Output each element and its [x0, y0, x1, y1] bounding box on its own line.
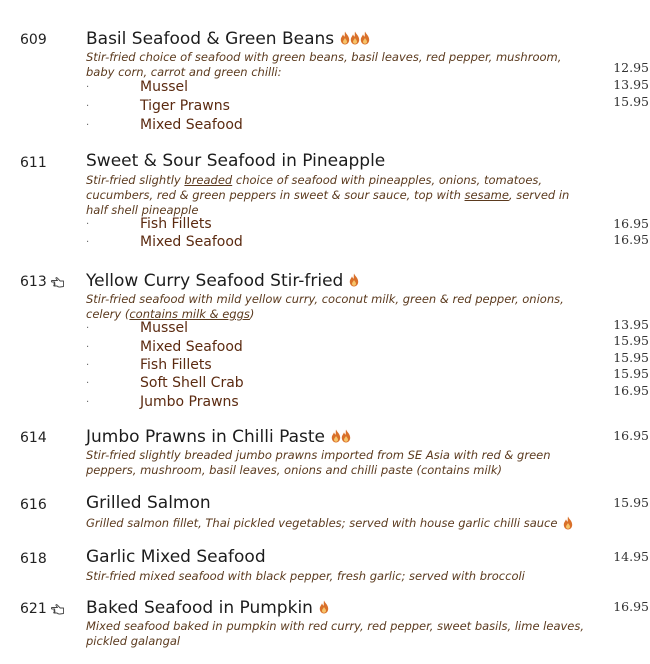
- item-title: Garlic Mixed Seafood: [86, 547, 266, 567]
- item-description: Grilled salmon fillet, Thai pickled vegetables; served with house garlic chilli sauce: [86, 515, 586, 531]
- pointing-hand-icon: [50, 274, 66, 290]
- price: 14.95: [613, 549, 649, 564]
- item-number: 613: [20, 274, 47, 290]
- bullet: ·: [86, 342, 90, 353]
- item-title: Jumbo Prawns in Chilli Paste: [86, 425, 351, 448]
- price: 15.95: [613, 366, 649, 381]
- bullet: ·: [86, 237, 90, 248]
- flame-icon: [340, 31, 350, 45]
- option-label: Mussel: [140, 320, 189, 336]
- bullet: ·: [86, 360, 90, 371]
- flame-icon: [341, 429, 351, 443]
- price: 13.95: [613, 77, 649, 92]
- flame-icon: [319, 600, 329, 614]
- item-number: 614: [20, 430, 47, 446]
- bullet: ·: [86, 378, 90, 389]
- flame-icon: [563, 516, 573, 530]
- item-title: Baked Seafood in Pumpkin: [86, 596, 329, 619]
- option-label: Fish Fillets: [140, 216, 212, 232]
- item-description: Stir-fried mixed seafood with black pepper, fresh garlic; served with broccoli: [86, 569, 525, 583]
- spice-level: [563, 515, 573, 530]
- item-description: Mixed seafood baked in pumpkin with red curry, red pepper, sweet basils, lime leaves, pickled galangal: [86, 619, 585, 648]
- bullet: ·: [86, 397, 90, 408]
- option-row: [0, 116, 650, 135]
- item-description: Stir-fried choice of seafood with green beans, basil leaves, red pepper, mushroom, baby corn, carrot and green chilli:: [86, 50, 562, 79]
- item-number: 611: [20, 155, 47, 171]
- option-label: Soft Shell Crab: [140, 375, 244, 391]
- item-number: 609: [20, 32, 47, 48]
- option-label: Mixed Seafood: [140, 234, 243, 250]
- item-number: 621: [20, 601, 47, 617]
- option-row: [0, 215, 650, 234]
- price: 16.95: [613, 428, 649, 443]
- item-description: Stir-fried seafood with mild yellow curry, coconut milk, green & red pepper, onions, celery (contains milk & eggs): [86, 292, 564, 321]
- price: 15.95: [613, 94, 649, 109]
- bullet: ·: [86, 120, 90, 131]
- item-description: Stir-fried slightly breaded choice of seafood with pineapples, onions, tomatoes, cucumbers, red & green peppers in sweet & sour sauce, top with sesame, served in half shell pineapple: [86, 173, 570, 217]
- flame-icon: [349, 273, 359, 287]
- price: 16.95: [613, 216, 649, 231]
- option-label: Fish Fillets: [140, 357, 212, 373]
- bullet: ·: [86, 219, 90, 230]
- bullet: ·: [86, 323, 90, 334]
- item-number: 618: [20, 551, 47, 567]
- option-row: [0, 356, 650, 375]
- flame-icon: [350, 31, 360, 45]
- price: 16.95: [613, 232, 649, 247]
- price: 12.95: [613, 60, 649, 75]
- option-label: Tiger Prawns: [140, 98, 230, 114]
- option-row: [0, 319, 650, 338]
- price: 13.95: [613, 317, 649, 332]
- flame-icon: [360, 31, 370, 45]
- spice-level: [340, 27, 370, 49]
- option-row: [0, 78, 650, 97]
- price: 16.95: [613, 599, 649, 614]
- option-row: [0, 233, 650, 252]
- item-title: Grilled Salmon: [86, 493, 211, 513]
- item-title: Yellow Curry Seafood Stir-fried: [86, 269, 359, 292]
- spice-level: [349, 269, 359, 291]
- option-label: Mixed Seafood: [140, 339, 243, 355]
- item-description: Stir-fried slightly breaded jumbo prawns imported from SE Asia with red & green peppers, mushroom, basil leaves, onions and chilli paste (contains milk): [86, 448, 551, 477]
- price: 15.95: [613, 350, 649, 365]
- option-label: Mussel: [140, 79, 189, 95]
- option-row: [0, 97, 650, 116]
- option-row: [0, 393, 650, 412]
- option-label: Jumbo Prawns: [140, 394, 239, 410]
- pointing-hand-icon: [50, 601, 66, 617]
- bullet: ·: [86, 82, 90, 93]
- item-title: Basil Seafood & Green Beans: [86, 27, 370, 50]
- bullet: ·: [86, 101, 90, 112]
- item-number: 616: [20, 497, 47, 513]
- option-label: Mixed Seafood: [140, 117, 243, 133]
- option-row: [0, 338, 650, 357]
- flame-icon: [331, 429, 341, 443]
- spice-level: [319, 596, 329, 618]
- option-row: [0, 374, 650, 393]
- spice-level: [331, 425, 351, 447]
- price: 16.95: [613, 383, 649, 398]
- price: 15.95: [613, 333, 649, 348]
- price: 15.95: [613, 495, 649, 510]
- item-title: Sweet & Sour Seafood in Pineapple: [86, 151, 386, 171]
